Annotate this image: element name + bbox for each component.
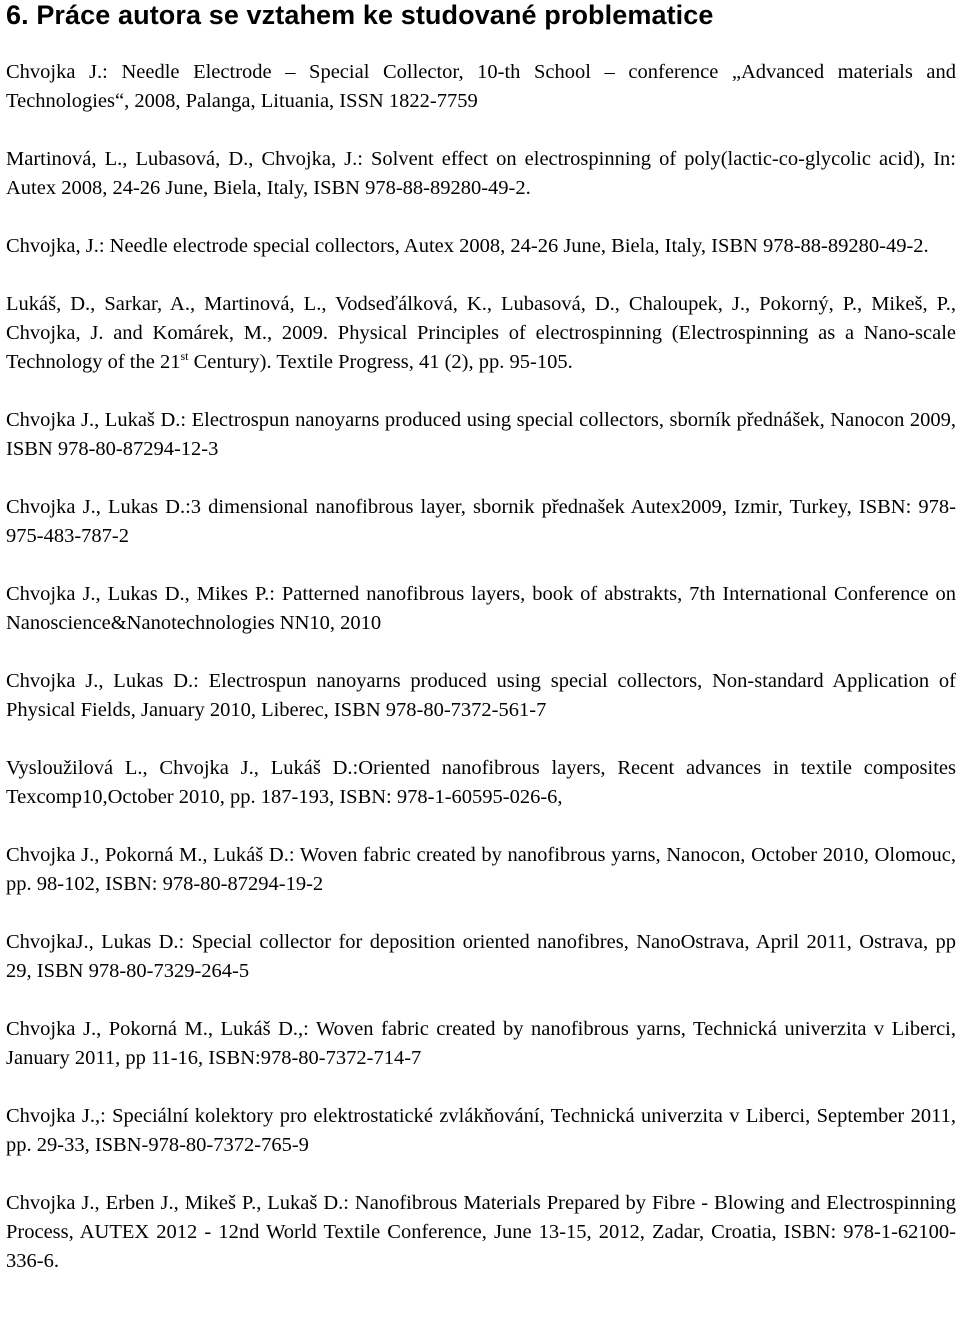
reference-item: ChvojkaJ., Lukas D.: Special collector for deposition oriented nanofibres, NanoOstrava, April 2011, Ostrava, pp 29, ISBN 978-80-7329-264-5 <box>6 931 956 982</box>
reference-item: Chvojka J.,: Speciální kolektory pro elektrostatické zvlákňování, Technická univerzita v Liberci, September 2011, pp. 29-33, ISBN-978-80-7372-765-9 <box>6 1105 956 1156</box>
reference-item: Chvojka J., Lukas D., Mikes P.: Patterned nanofibrous layers, book of abstrakts, 7th International Conference on Nanoscience&Nanotechnologies NN10, 2010 <box>6 583 956 634</box>
document-page <box>6 0 956 1276</box>
reference-item: Chvojka J.: Needle Electrode – Special Collector, 10-th School – conference „Advanced materials and Technologies“, 2008, Palanga, Lituania, ISSN 1822-7759 <box>6 61 956 112</box>
reference-text: Century). Textile Progress, 41 (2), pp. 95-105. <box>188 351 573 373</box>
reference-item: Chvojka J., Pokorná M., Lukáš D.,: Woven fabric created by nanofibrous yarns, Technická univerzita v Liberci, January 2011, pp 11-16, ISBN:978-80-7372-714-7 <box>6 1018 956 1069</box>
section-heading: 6. Práce autora se vztahem ke studované problematice <box>6 0 714 30</box>
reference-text: Lukáš, D., Sarkar, A., Martinová, L., Vodseďálková, K., Lubasová, D., Chaloupek, J., Pokorný, P., Mikeš, P., Chvojka, J. and Komárek, M., 2009. Physical Principles of electrospinning (Electrospinning as a Nano-scale Technology of the 21 <box>6 293 956 373</box>
reference-item <box>6 290 956 377</box>
reference-item: Chvojka, J.: Needle electrode special collectors, Autex 2008, 24-26 June, Biela, Italy, ISBN 978-88-89280-49-2. <box>6 235 929 257</box>
reference-item: Chvojka J., Lukas D.: Electrospun nanoyarns produced using special collectors, Non-standard Application of Physical Fields, January 2010, Liberec, ISBN 978-80-7372-561-7 <box>6 670 956 721</box>
reference-item: Chvojka J., Lukaš D.: Electrospun nanoyarns produced using special collectors, sborník přednášek, Nanocon 2009, ISBN 978-80-87294-12-3 <box>6 409 956 460</box>
reference-item: Vysloužilová L., Chvojka J., Lukáš D.:Oriented nanofibrous layers, Recent advances in textile composites Texcomp10,October 2010, pp. 187-193, ISBN: 978-1-60595-026-6, <box>6 757 956 808</box>
reference-list <box>6 58 956 1276</box>
reference-item: Chvojka J., Pokorná M., Lukáš D.: Woven fabric created by nanofibrous yarns, Nanocon, October 2010, Olomouc, pp. 98-102, ISBN: 978-80-87294-19-2 <box>6 844 956 895</box>
reference-item: Chvojka J., Lukas D.:3 dimensional nanofibrous layer, sbornik přednašek Autex2009, Izmir, Turkey, ISBN: 978-975-483-787-2 <box>6 496 956 547</box>
reference-superscript: st <box>180 349 189 364</box>
reference-item: Martinová, L., Lubasová, D., Chvojka, J.: Solvent effect on electrospinning of poly(lactic-co-glycolic acid), In: Autex 2008, 24-26 June, Biela, Italy, ISBN 978-88-89280-49-2. <box>6 148 956 199</box>
reference-item: Chvojka J., Erben J., Mikeš P., Lukaš D.: Nanofibrous Materials Prepared by Fibre - Blowing and Electrospinning Process, AUTEX 2012 - 12nd World Textile Conference, June 13-15, 2012, Zadar, Croatia, ISBN: 978-1-62100-336-6. <box>6 1192 956 1272</box>
